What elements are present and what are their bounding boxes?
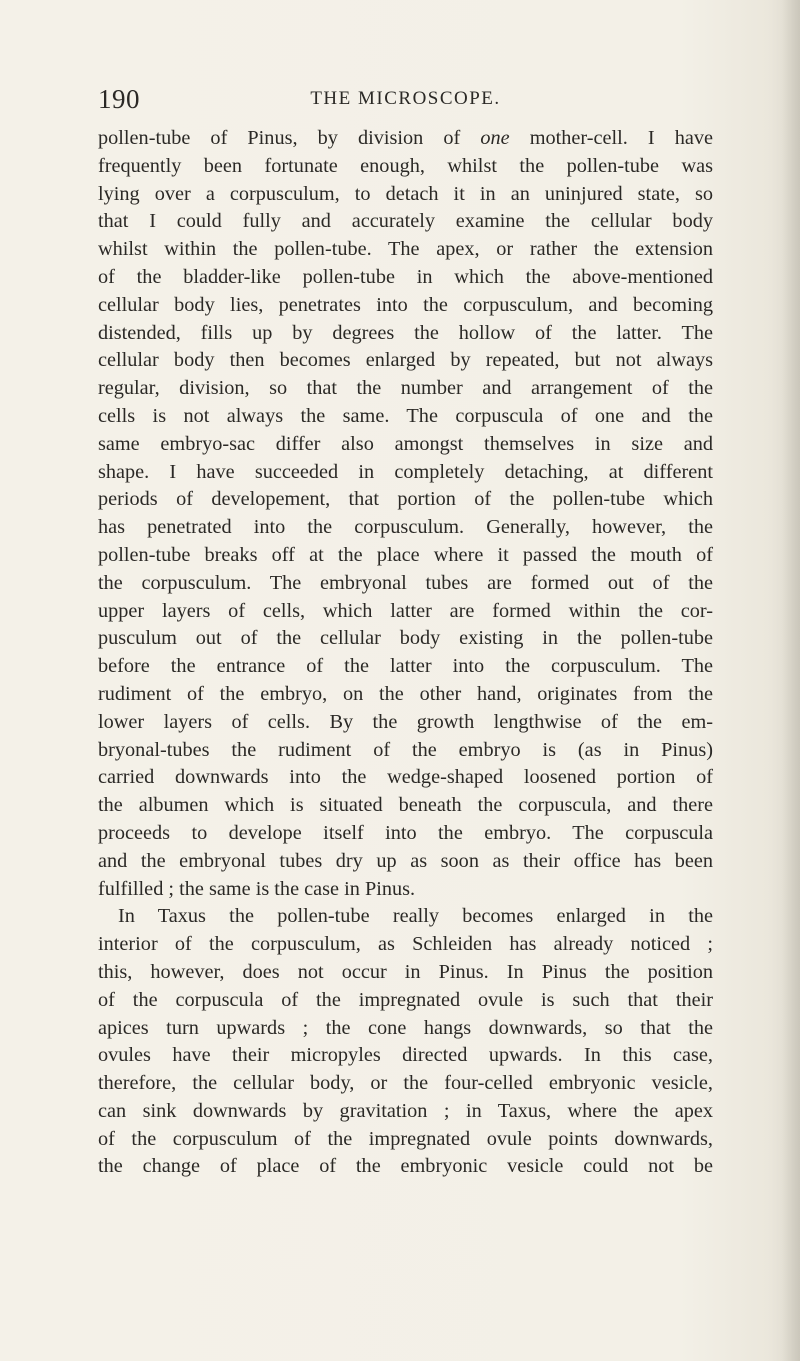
text-line: fulfilled ; the same is the case in Pinus.: [98, 877, 416, 900]
text-line: rudiment of the embryo, on the other hand, originates from the: [98, 682, 713, 705]
text-line: frequently been fortunate enough, whilst the pollen-tube was: [98, 154, 713, 177]
text-line: lying over a corpusculum, to detach it in an uninjured state, so: [98, 182, 713, 205]
text-line: the albumen which is situated beneath the corpuscula, and there: [98, 794, 713, 817]
text-line: interior of the corpusculum, as Schleiden has already noticed ;: [98, 933, 713, 956]
text-line: apices turn upwards ; the cone hangs downwards, so that the: [98, 1016, 713, 1039]
text-line: bryonal-tubes the rudiment of the embryo is (as in Pinus): [98, 738, 713, 761]
text-line: of the corpuscula of the impregnated ovule is such that their: [98, 988, 713, 1011]
text-line: therefore, the cellular body, or the four-celled embryonic vesicle,: [98, 1072, 713, 1095]
page-header: [98, 84, 713, 124]
text-line: of the corpusculum of the impregnated ovule points downwards,: [98, 1127, 713, 1150]
text-line: carried downwards into the wedge-shaped loosened portion of: [98, 766, 713, 789]
text-line: same embryo-sac differ also amongst themselves in size and: [98, 432, 713, 455]
text-line: can sink downwards by gravitation ; in Taxus, where the apex: [98, 1099, 713, 1122]
text-line: upper layers of cells, which latter are formed within the cor-: [98, 599, 713, 622]
text-line: pusculum out of the cellular body existing in the pollen-tube: [98, 627, 713, 650]
text-line: distended, fills up by degrees the hollow of the latter. The: [98, 321, 713, 344]
body-text: [98, 125, 713, 1181]
text-line: the change of place of the embryonic vesicle could not be: [98, 1155, 713, 1178]
text-line: lower layers of cells. By the growth lengthwise of the em-: [98, 710, 713, 733]
text-segment: mother-cell. I have: [509, 127, 714, 149]
text-line: the corpusculum. The embryonal tubes are formed out of the: [98, 571, 713, 594]
text-line: this, however, does not occur in Pinus. In Pinus the position: [98, 960, 713, 983]
text-line: cellular body then becomes enlarged by repeated, but not always: [98, 349, 713, 372]
text-segment: pollen-tube of Pinus, by division of: [98, 127, 481, 149]
text-line: regular, division, so that the number and arrangement of the: [98, 377, 713, 400]
text-line: [98, 125, 713, 153]
text-line: cells is not always the same. The corpuscula of one and the: [98, 404, 713, 427]
text-line: proceeds to develope itself into the embryo. The corpuscula: [98, 821, 713, 844]
text-line: that I could fully and accurately examine the cellular body: [98, 210, 713, 233]
text-line: of the bladder-like pollen-tube in which the above-mentioned: [98, 265, 713, 288]
running-title: THE MICROSCOPE.: [310, 88, 501, 109]
text-line: has penetrated into the corpusculum. Generally, however, the: [98, 516, 713, 539]
text-line: and the embryonal tubes dry up as soon as their office has been: [98, 849, 713, 872]
text-line: periods of developement, that portion of the pollen-tube which: [98, 488, 713, 511]
text-line: In Taxus the pollen-tube really becomes enlarged in the: [118, 905, 713, 928]
page-edge-shadow: [782, 0, 800, 1361]
text-line: ovules have their micropyles directed upwards. In this case,: [98, 1044, 713, 1067]
emphasis-text: one: [480, 127, 510, 149]
text-line: pollen-tube breaks off at the place where it passed the mouth of: [98, 543, 713, 566]
page-number: 190: [98, 84, 140, 114]
text-line: cellular body lies, penetrates into the corpusculum, and becoming: [98, 293, 713, 316]
text-line: shape. I have succeeded in completely detaching, at different: [98, 460, 713, 483]
text-line: whilst within the pollen-tube. The apex, or rather the extension: [98, 238, 713, 261]
text-line: before the entrance of the latter into the corpusculum. The: [98, 655, 713, 678]
